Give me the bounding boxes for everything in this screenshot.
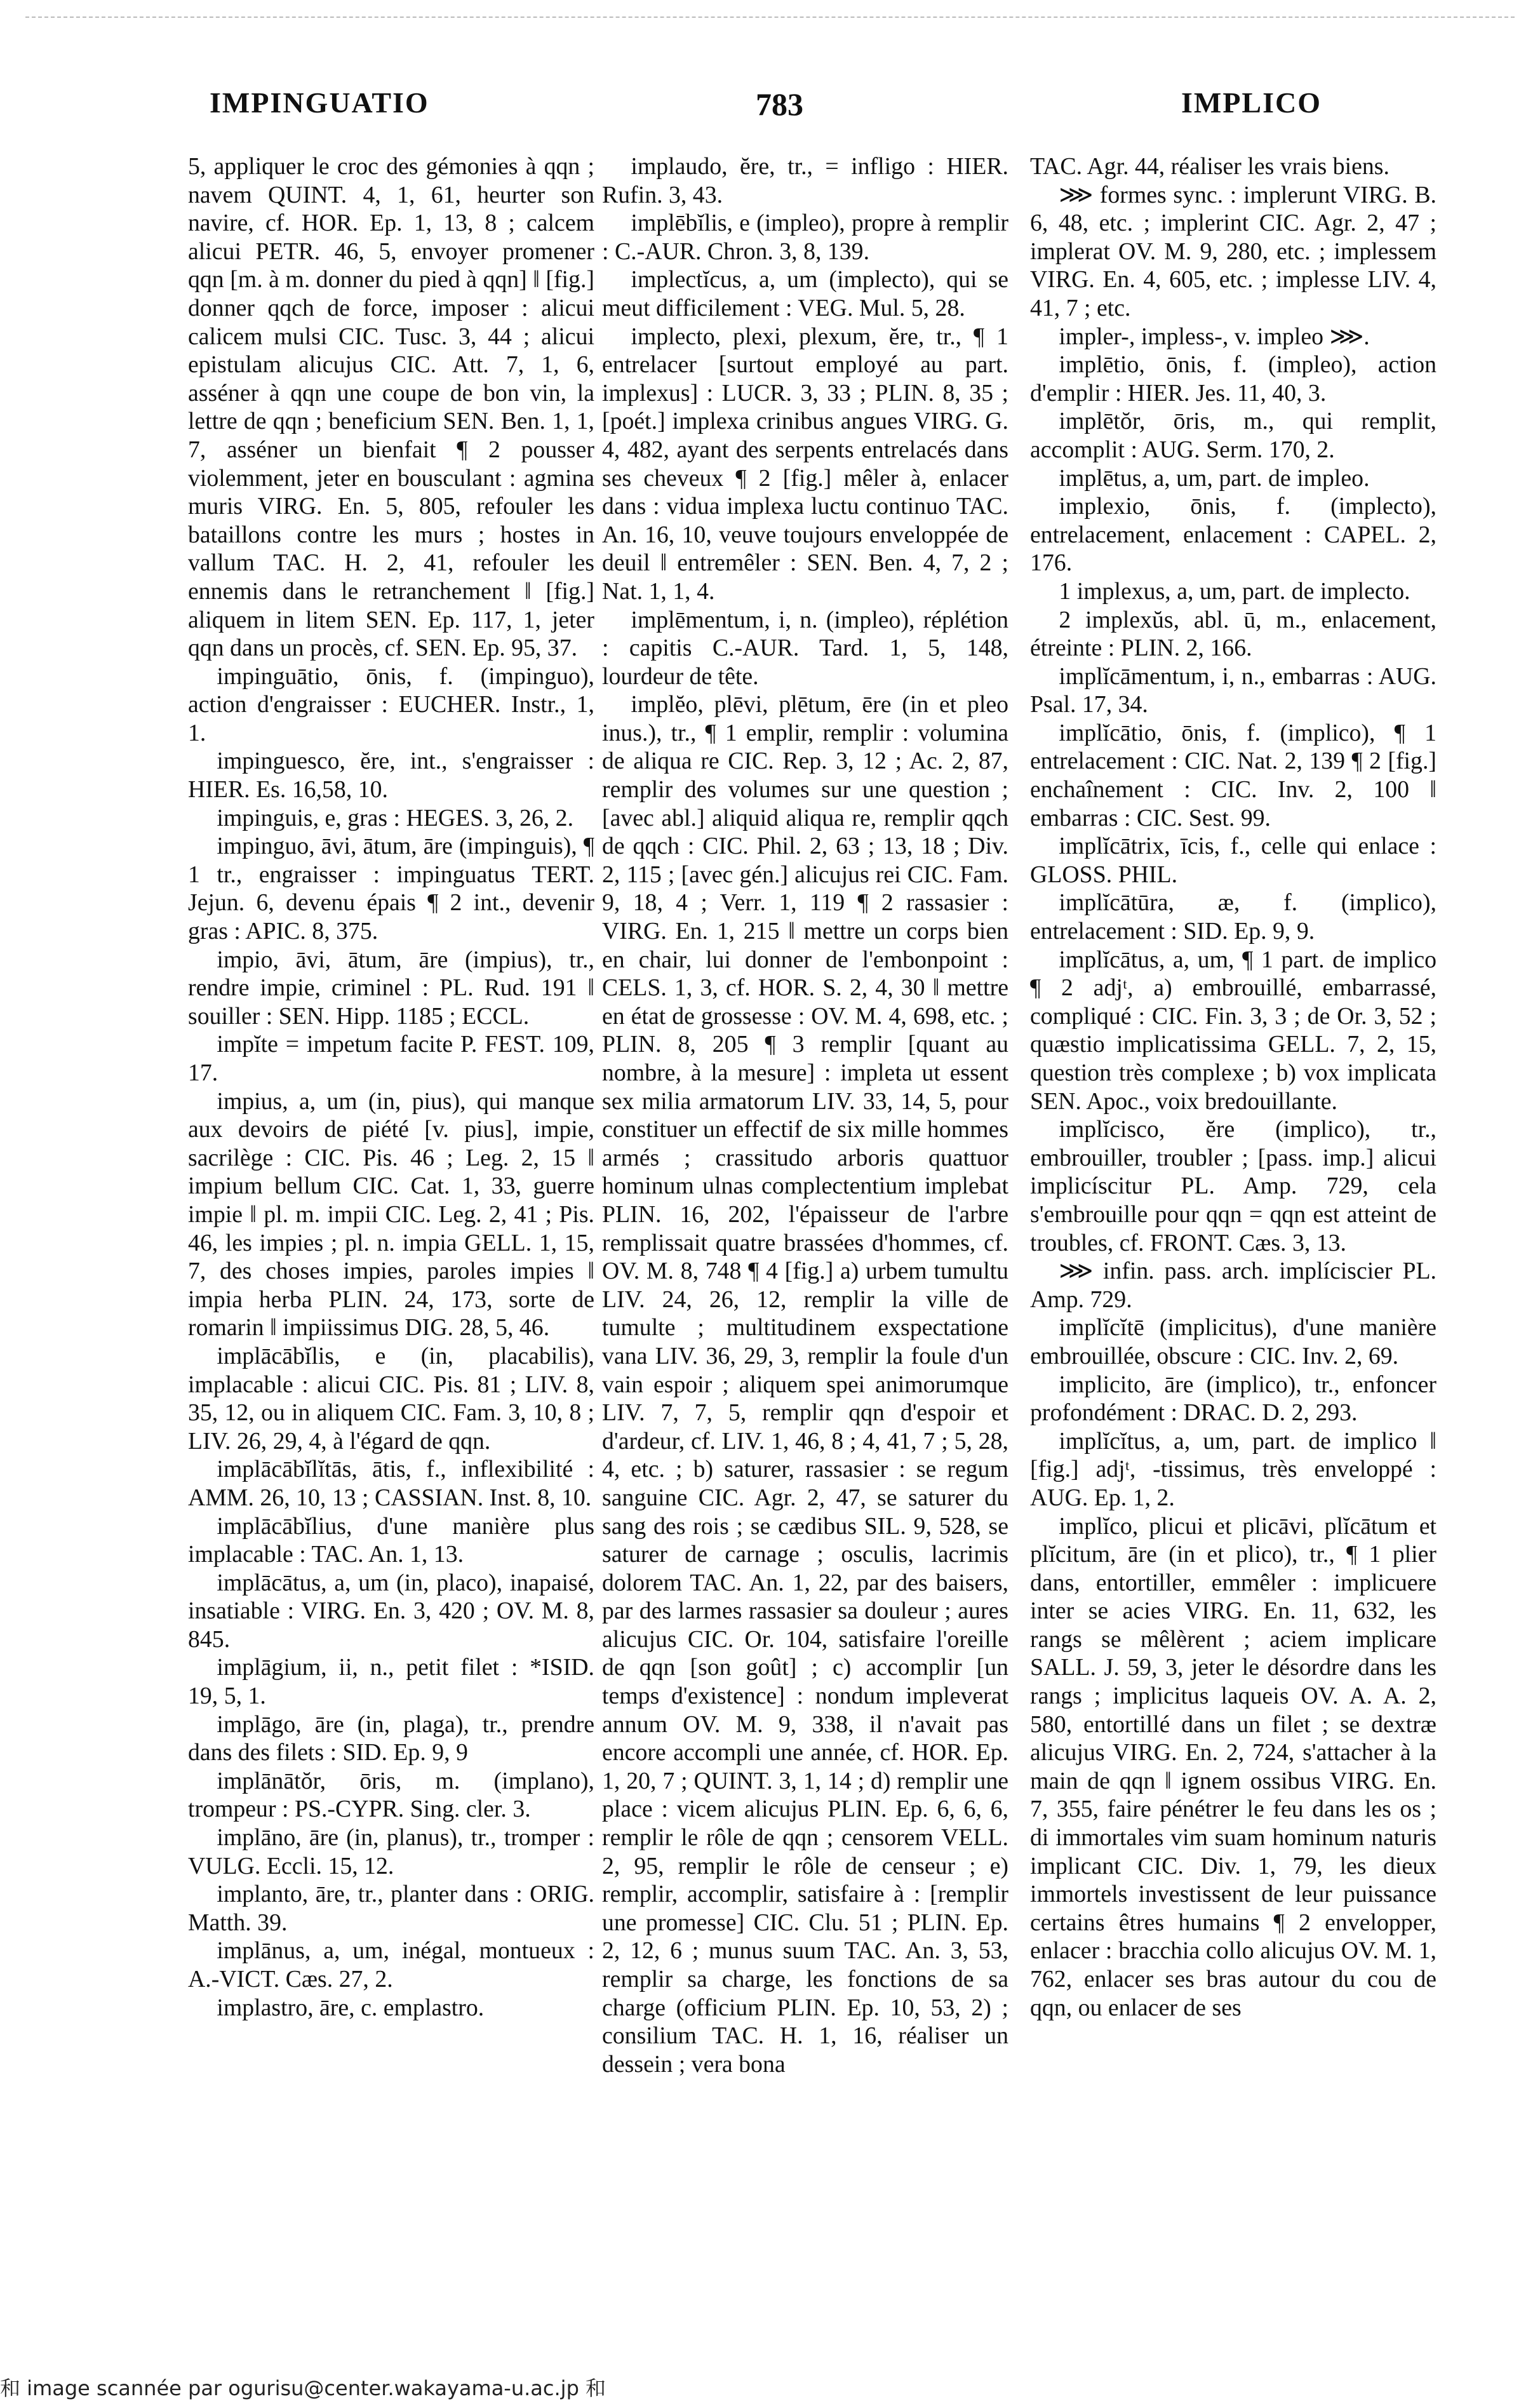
dictionary-entry: implācātus, a, um (in, placo), inapaisé, insatiable : VIRG. En. 3, 420 ; OV. M. 8, 845. — [188, 1569, 594, 1653]
dictionary-entry: implāgo, āre (in, plaga), tr., prendre dans des filets : SID. Ep. 9, 9 — [188, 1710, 594, 1766]
dictionary-entry: implĭcātūra, æ, f. (implico), entrelacement : SID. Ep. 9, 9. — [1030, 889, 1436, 945]
dictionary-entry: implēbĭlis, e (impleo), propre à remplir : C.-AUR. Chron. 3, 8, 139. — [602, 210, 1008, 265]
dictionary-entry: impio, āvi, ātum, āre (impius), tr., rendre impie, criminel : PL. Rud. 191 ‖ souiller : SEN. Hipp. 1185 ; ECCL. — [188, 946, 594, 1030]
dictionary-entry: ⋙ formes sync. : implerunt VIRG. B. 6, 48, etc. ; implerint CIC. Agr. 2, 47 ; implerat OV. M. 9, 280, etc. ; implessem VIRG. En. 4, 605, etc. ; implesse LIV. 4, 41, 7 ; etc. — [1030, 181, 1436, 321]
header-left-guide-word: IMPINGUATIO — [210, 86, 429, 119]
dictionary-entry: implācābĭlius, d'une manière plus implacable : TAC. An. 1, 13. — [188, 1512, 594, 1568]
dictionary-entry: implētio, ōnis, f. (impleo), action d'emplir : HIER. Jes. 11, 40, 3. — [1030, 351, 1436, 407]
dictionary-entry: impius, a, um (in, pius), qui manque aux devoirs de piété [v. pius], impie, sacrilège : CIC. Pis. 46 ; Leg. 2, 15 ‖ impium bellum CIC. Cat. 1, 33, guerre impie ‖ pl. m. impii CIC. Leg. 2, 41 ; Pis. 46, les impies ; pl. n. impia GELL. 1, 15, 7, des choses impies, paroles impies ‖ impia herba PLIN. 24, 173, sorte de romarin ‖ impiissimus DIG. 28, 5, 46. — [188, 1087, 594, 1341]
dictionary-entry: impĭte = impetum facite P. FEST. 109, 17. — [188, 1031, 594, 1086]
dictionary-entry: implĭcĭtē (implicitus), d'une manière embrouillée, obscure : CIC. Inv. 2, 69. — [1030, 1314, 1436, 1369]
scan-top-border — [25, 17, 1515, 20]
dictionary-entry: 2 implexŭs, abl. ū, m., enlacement, étreinte : PLIN. 2, 166. — [1030, 606, 1436, 662]
dictionary-entry: implectĭcus, a, um (implecto), qui se meut difficilement : VEG. Mul. 5, 28. — [602, 266, 1008, 321]
dictionary-entry: 1 implexus, a, um, part. de implecto. — [1059, 577, 1410, 605]
dictionary-entry: implĭcātrix, īcis, f., celle qui enlace : GLOSS. PHIL. — [1030, 833, 1436, 888]
dictionary-entry: implānātŏr, ōris, m. (implano), trompeur : PS.-CYPR. Sing. cler. 3. — [188, 1767, 594, 1823]
dictionary-entry: implĭcātio, ōnis, f. (implico), ¶ 1 entrelacement : CIC. Nat. 2, 139 ¶ 2 [fig.] enchaînement : CIC. Inv. 2, 100 ‖ embarras : CIC. Sest. 99. — [1030, 719, 1436, 831]
dictionary-entry: ⋙ infin. pass. arch. implíciscier PL. Amp. 729. — [1030, 1258, 1436, 1313]
dictionary-entry: implĭco, plicui et plicāvi, plĭcātum et plĭcitum, āre (in et plico), tr., ¶ 1 plier dans, entortiller, emmêler : implicuere inter se acies VIRG. En. 11, 632, les rangs se mêlèrent ; aciem implicare SALL. J. 59, 3, jeter le désordre dans les rangs ; implicitus laqueis OV. A. A. 2, 580, entortillé dans un filet ; se dextræ alicujus VIRG. En. 2, 724, s'attacher à la main de qqn ‖ ignem ossibus VIRG. En. 7, 355, faire pénétrer le feu dans les os ; di immortales vim suam hominum naturis implicant CIC. Div. 1, 79, les dieux immortels investissent de leur puissance certains êtres humains ¶ 2 envelopper, enlacer : bracchia collo alicujus OV. M. 1, 762, enlacer ses bras autour du cou de qqn, ou enlacer de ses — [1030, 1512, 1436, 2021]
dictionary-entry: implētus, a, um, part. de impleo. — [1059, 464, 1370, 492]
dictionary-entry: implĭcĭtus, a, um, part. de implico ‖ [fig.] adjᵗ, -tissimus, très enveloppé : AUG. Ep. 1, 2. — [1030, 1427, 1436, 1511]
scan-credit: 和 image scannée par ogurisu@center.wakayama-u.ac.jp 和 — [0, 2376, 606, 2400]
column-3 — [1030, 152, 1436, 2236]
dictionary-entry: implĭcāmentum, i, n., embarras : AUG. Psal. 17, 34. — [1030, 662, 1436, 718]
dictionary-entry: implecto, plexi, plexum, ĕre, tr., ¶ 1 entrelacer [surtout employé au part. implexus] : LUCR. 3, 33 ; PLIN. 8, 35 ; [poét.] implexa crinibus angues VIRG. G. 4, 482, ayant des serpents entrelacés dans ses cheveux ¶ 2 [fig.] mêler à, enlacer dans : vidua implexa luctu continuo TAC. An. 16, 10, veuve toujours enveloppée de deuil ‖ entremêler : SEN. Ben. 4, 7, 2 ; Nat. 1, 1, 4. — [602, 323, 1008, 605]
dictionary-entry: impinguesco, ĕre, int., s'engraisser : HIER. Es. 16,58, 10. — [188, 748, 594, 803]
dictionary-entry: impler-, impless-, v. impleo ⋙. — [1059, 323, 1370, 350]
dictionary-entry: implĕo, plēvi, plētum, ēre (in et pleo inus.), tr., ¶ 1 emplir, remplir : volumina de aliqua re CIC. Rep. 3, 12 ; Ac. 2, 87, remplir des volumes sur une question ; [avec abl.] aliquid aliqua re, remplir qqch de qqch : CIC. Phil. 2, 63 ; 13, 18 ; Div. 2, 115 ; [avec gén.] alicujus rei CIC. Fam. 9, 18, 4 ; Verr. 1, 119 ¶ 2 rassasier : VIRG. En. 1, 215 ‖ mettre un corps bien en chair, lui donner de l'embonpoint : CELS. 1, 3, cf. HOR. S. 2, 4, 30 ‖ mettre en état de grossesse : OV. M. 4, 698, etc. ; PLIN. 8, 205 ¶ 3 remplir [quant au nombre, à la mesure] : impleta ut essent sex milia armatorum LIV. 33, 14, 5, pour constituer un effectif de six mille hommes armés ; crassitudo arboris quattuor hominum ulnas complectentium implebat PLIN. 16, 202, l'épaisseur de l'arbre remplissait quatre brassées d'hommes, cf. OV. M. 8, 748 ¶ 4 [fig.] a) urbem tumultu LIV. 24, 26, 12, remplir la ville de tumulte ; multitudinem exspectatione vana LIV. 36, 29, 3, remplir la foule d'un vain espoir ; aliquem spei animorumque LIV. 7, 7, 5, remplir qqn d'espoir et d'ardeur, cf. LIV. 1, 46, 8 ; 4, 41, 7 ; 5, 28, 4, etc. ; b) saturer, rassasier : se regum sanguine CIC. Agr. 2, 47, se saturer du sang des rois ; se cædibus SIL. 9, 528, se saturer de carnage ; osculis, lacrimis dolorem TAC. An. 1, 22, par des baisers, par des larmes rassasier sa douleur ; aures alicujus CIC. Or. 104, satisfaire l'oreille de qqn [son goût] ; c) accomplir [un temps d'existence] : nondum impleverat annum OV. M. 9, 338, il n'avait pas encore accompli une année, cf. HOR. Ep. 1, 20, 7 ; QUINT. 3, 1, 14 ; d) remplir une place : vicem alicujus PLIN. Ep. 6, 6, 6, remplir le rôle de qqn ; censorem VELL. 2, 95, remplir le rôle de censeur ; e) remplir, accomplir, satisfaire à : [remplir une promesse] CIC. Clu. 51 ; PLIN. Ep. 2, 12, 6 ; munus suum TAC. An. 3, 53, remplir sa charge, les fonctions de sa charge (officium PLIN. Ep. 10, 53, 2) ; consilium TAC. H. 1, 16, réaliser un dessein ; vera bona — [602, 691, 1008, 2078]
column-1 — [188, 152, 594, 2236]
dictionary-entry: implāgium, ii, n., petit filet : *ISID. 19, 5, 1. — [188, 1654, 594, 1710]
dictionary-entry: implicito, āre (implico), tr., enfoncer profondément : DRAC. D. 2, 293. — [1030, 1371, 1436, 1427]
dictionary-entry: TAC. Agr. 44, réaliser les vrais biens. — [1030, 153, 1389, 180]
dictionary-entry: implexio, ōnis, f. (implecto), entrelacement, enlacement : CAPEL. 2, 176. — [1030, 493, 1436, 577]
dictionary-entry: implastro, āre, c. emplastro. — [217, 1994, 485, 2021]
page-number: 783 — [756, 86, 803, 122]
dictionary-entry: 5, appliquer le croc des gémonies à qqn ; navem QUINT. 4, 1, 61, heurter son navire, cf. HOR. Ep. 1, 13, 8 ; calcem alicui PETR. 46, 5, envoyer promener qqn [m. à m. donner du pied à qqn] ‖ [fig.] donner qqch de force, imposer : alicui calicem mulsi CIC. Tusc. 3, 44 ; alicui epistulam alicujus CIC. Att. 7, 1, 6, asséner à qqn une coupe de bon vin, la lettre de qqn ; beneficium SEN. Ben. 1, 1, 7, asséner un bienfait ¶ 2 pousser violemment, jeter en bousculant : agmina muris VIRG. En. 5, 805, refouler les bataillons contre les murs ; hostes in vallum TAC. H. 2, 41, refouler les ennemis dans le retranchement ‖ [fig.] aliquem in litem SEN. Ep. 117, 1, jeter qqn dans un procès, cf. SEN. Ep. 95, 37. — [188, 153, 594, 662]
dictionary-entry: implēmentum, i, n. (impleo), réplétion : capitis C.-AUR. Tard. 1, 5, 148, lourdeur de tête. — [602, 606, 1008, 690]
dictionary-entry: implānus, a, um, inégal, montueux : A.-VICT. Cæs. 27, 2. — [188, 1937, 594, 1993]
dictionary-entry: implācābĭlis, e (in, placabilis), implacable : alicui CIC. Pis. 81 ; LIV. 8, 35, 12, ou in aliquem CIC. Fam. 3, 10, 8 ; LIV. 26, 29, 4, à l'égard de qqn. — [188, 1342, 594, 1455]
dictionary-entry: implāno, āre (in, planus), tr., tromper : VULG. Eccli. 15, 12. — [188, 1824, 594, 1879]
page-header — [210, 86, 1515, 137]
dictionary-entry: implaudo, ĕre, tr., = infligo : HIER. Rufin. 3, 43. — [602, 153, 1008, 208]
dictionary-entry: implācābĭlĭtās, ātis, f., inflexibilité : AMM. 26, 10, 13 ; CASSIAN. Inst. 8, 10. — [188, 1456, 594, 1511]
dictionary-entry: implanto, āre, tr., planter dans : ORIG. Matth. 39. — [188, 1881, 594, 1936]
column-2 — [602, 152, 1008, 2236]
dictionary-entry: impinguātio, ōnis, f. (impinguo), action d'engraisser : EUCHER. Instr., 1, 1. — [188, 662, 594, 746]
dictionary-entry: impinguo, āvi, ātum, āre (impinguis), ¶ 1 tr., engraisser : impinguatus TERT. Jejun. 6, devenu épais ¶ 2 int., devenir gras : APIC. 8, 375. — [188, 833, 594, 945]
dictionary-entry: impinguis, e, gras : HEGES. 3, 26, 2. — [217, 804, 574, 831]
dictionary-entry: implētŏr, ōris, m., qui remplit, accomplit : AUG. Serm. 170, 2. — [1030, 408, 1436, 463]
header-right-guide-word: IMPLICO — [1181, 86, 1322, 119]
dictionary-entry: implĭcisco, ĕre (implico), tr., embrouiller, troubler ; [pass. imp.] alicui implicíscitur PL. Amp. 729, cela s'embrouille pour qqn = qqn est atteint de troubles, cf. FRONT. Cæs. 3, 13. — [1030, 1116, 1436, 1256]
dictionary-entry: implĭcātus, a, um, ¶ 1 part. de implico ¶ 2 adjᵗ, a) embrouillé, embarrassé, compliqué : CIC. Fin. 3, 3 ; de Or. 3, 52 ; quæstio implicatissima GELL. 7, 2, 15, question très complexe ; b) vox implicata SEN. Apoc., voix bredouillante. — [1030, 946, 1436, 1115]
